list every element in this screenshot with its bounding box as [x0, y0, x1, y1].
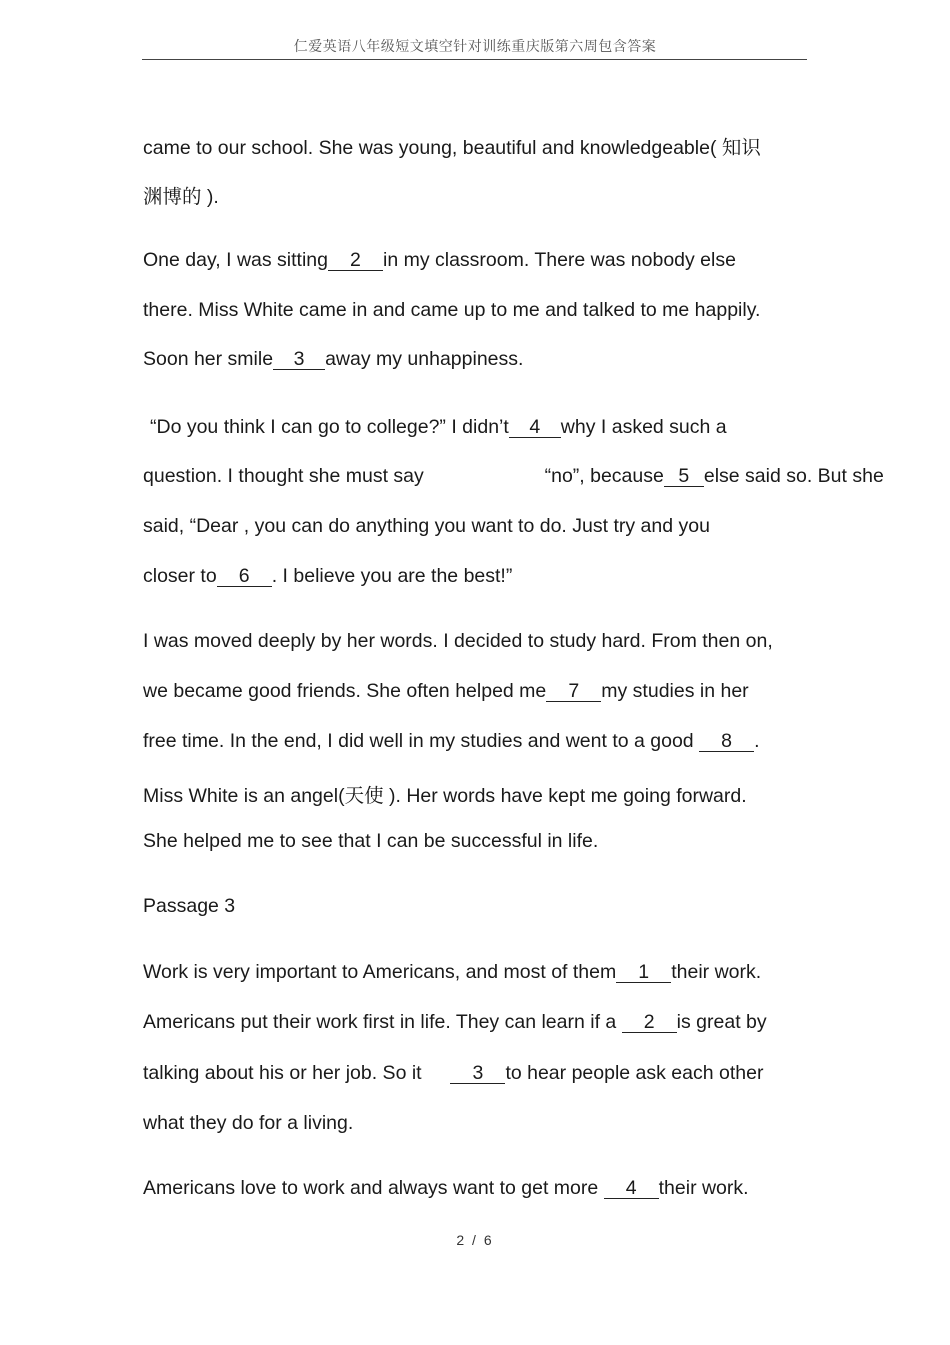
blank-5: 5: [664, 467, 704, 487]
text-segment: my studies in her: [601, 680, 749, 702]
blank-4: 4: [509, 418, 561, 438]
text-segment: came to our school. She was young, beautiful and knowledgeable( 知识: [143, 137, 761, 159]
text-line: [143, 961, 761, 984]
text-segment: talking about his or her job. So it: [143, 1062, 422, 1084]
text-line: [143, 348, 523, 371]
text-segment: She helped me to see that I can be successful in life.: [143, 830, 599, 852]
text-line: [143, 680, 749, 703]
document-header: 仁爱英语八年级短文填空针对训练重庆版第六周包含答案: [293, 38, 657, 54]
text-segment: we became good friends. She often helped me: [143, 680, 547, 702]
text-line: [150, 416, 727, 439]
blank-7: 7: [546, 682, 601, 702]
text-segment: free time. In the end, I did well in my studies and went to a good: [143, 730, 694, 752]
blank-3: 3: [273, 350, 325, 370]
text-segment: there. Miss White came in and came up to me and talked to me happily.: [143, 299, 761, 321]
text-line: [143, 1177, 749, 1200]
text-segment: to hear people ask each other: [505, 1062, 764, 1084]
blank-p3-2: 2: [622, 1013, 677, 1033]
text-segment: . I believe you are the best!”: [271, 565, 513, 587]
text-line: [143, 299, 760, 322]
text-segment: why I asked such a: [560, 416, 727, 438]
page-number: 2 / 6: [456, 1232, 494, 1248]
text-line: [143, 830, 598, 853]
text-segment: Americans love to work and always want to get more: [143, 1177, 599, 1199]
text-segment: I was moved deeply by her words. I decided to study hard. From then on,: [143, 630, 773, 652]
text-segment: in my classroom. There was nobody else: [382, 249, 736, 271]
blank-p3-4: 4: [604, 1179, 659, 1199]
text-segment: Miss White is an angel(天使 ). Her words have kept me going forward.: [143, 785, 747, 807]
text-segment: Passage 3: [143, 895, 236, 917]
text-line: [143, 465, 884, 488]
text-segment: away my unhappiness.: [325, 348, 524, 370]
text-line: [143, 181, 219, 209]
blank-2: 2: [328, 251, 383, 271]
text-line: [143, 630, 773, 653]
text-line: [143, 565, 512, 588]
text-segment: Americans put their work first in life. They can learn if a: [143, 1011, 617, 1033]
blank-8: 8: [699, 732, 754, 752]
blank-p3-3: 3: [450, 1064, 505, 1084]
text-segment: their work.: [671, 961, 762, 983]
text-segment: closer to: [143, 565, 217, 587]
text-line: [143, 1011, 767, 1034]
text-segment: their work.: [658, 1177, 749, 1199]
text-line: [143, 132, 761, 160]
blank-p3-1: 1: [616, 963, 671, 983]
text-segment: said, “Dear , you can do anything you want to do. Just try and you: [143, 515, 710, 537]
text-segment: what they do for a living.: [143, 1112, 354, 1134]
text-segment: Work is very important to Americans, and most of them: [143, 961, 617, 983]
text-segment: .: [754, 730, 760, 752]
text-segment: One day, I was sitting: [143, 249, 328, 271]
text-segment: is great by: [676, 1011, 767, 1033]
passage-heading: [143, 895, 235, 918]
text-segment: 渊博的 ).: [143, 186, 219, 208]
text-line: [143, 1112, 353, 1135]
text-line: [143, 1062, 763, 1085]
text-segment: “Do you think I can go to college?” I didn’t: [150, 416, 509, 438]
text-line: [143, 249, 736, 272]
blank-6: 6: [217, 567, 272, 587]
text-segment: Soon her smile: [143, 348, 274, 370]
text-segment: “no”, because: [544, 465, 664, 487]
text-line: [143, 780, 747, 808]
text-line: [143, 730, 760, 753]
header-rule: [142, 59, 807, 60]
text-line: [143, 515, 710, 538]
text-segment: question. I thought she must say: [143, 465, 424, 487]
text-segment: else said so. But she: [703, 465, 884, 487]
